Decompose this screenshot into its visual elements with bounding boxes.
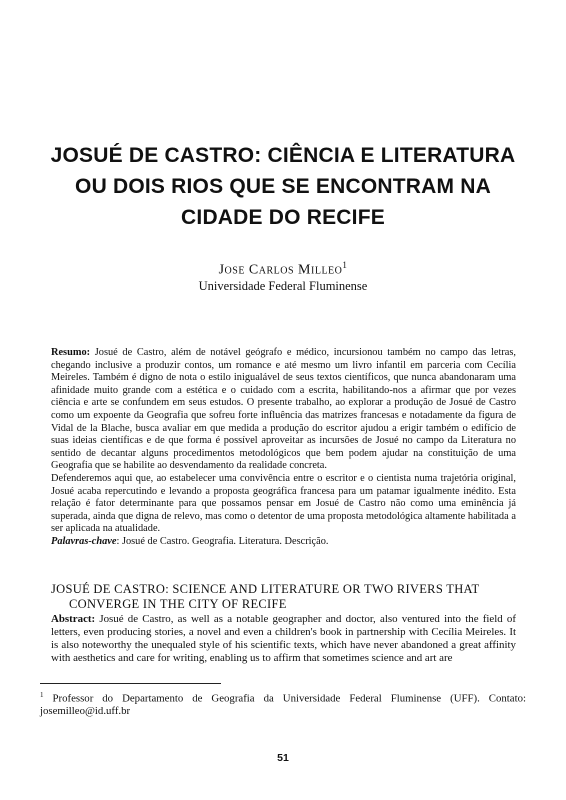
article-title: [40, 140, 526, 233]
english-title-line-1: JOSUÉ DE CASTRO: SCIENCE AND LITERATURE OR TWO RIVERS THAT: [51, 582, 480, 596]
keywords-label: Palavras-chave: [51, 535, 117, 547]
abstract-label: Abstract:: [51, 613, 96, 625]
keywords-line: [51, 536, 516, 549]
author-name: Jose Carlos Milleo: [218, 262, 343, 278]
resumo-text-1: Josué de Castro, além de notável geógrafo e médico, incursionou também no campo das letras, chegando inclusive a produzir contos, um romance e até mesmo um livro infantil em parceria com Cecília Meireles. Também é digno de nota o estilo inigualável de seus textos científicos, que nunca abandonaram uma afinidade muito grande com a estética e o cuidado com a escrita, habilitando-nos a afirmar que por vezes ciência e arte se confundem em seus estudos. O presente trabalho, ao explorar a produção de Josué de Castro como um expoente da Geografia que sofreu forte influência das matrizes francesas e notadamente da figura de Vidal de la Blache, busca avaliar em que medida a produção do escritor ajudou a erigir também o edifício de suas ideias científicas e de que forma é possível aproveitar as incursões de Josué no campo da Literatura no sentido de decantar alguns procedimentos metodológicos que bem podem ajudar na constituição de uma Geografia que se habilite ao desvendamento da realidade concreta.: [51, 347, 516, 472]
author-footnote-mark: 1: [342, 260, 348, 270]
english-title: [51, 582, 516, 612]
title-line-1: JOSUÉ DE CASTRO: CIÊNCIA E LITERATURA: [50, 144, 516, 167]
footnote: [40, 689, 526, 718]
footnote-mark: 1: [40, 691, 44, 699]
resumo-paragraph-1: [51, 347, 516, 473]
resumo-paragraph-2: Defenderemos aqui que, ao estabelecer uma convivência entre o escritor e o cientista numa trajetória original, Josué acaba repercutindo e levando a proposta geográfica francesa para um patamar igualmente inédito. Esta relação é fator determinante para que possamos pensar em Josué de Castro não como uma eminência já superada, ainda que digna de relevo, mas como o detentor de uma proposta metodológica altamente habilitada a ser aplicada na atualidade.: [51, 472, 516, 535]
footnote-text: Professor do Departamento de Geografia da Universidade Federal Fluminense (UFF). Contato: josemilleo@id.uff.br: [40, 692, 526, 718]
english-title-line-2: CONVERGE IN THE CITY OF RECIFE: [69, 597, 287, 611]
resumo-label: Resumo:: [51, 347, 91, 358]
english-abstract: [51, 613, 516, 665]
page-number: 51: [277, 752, 289, 764]
abstract-text: Josué de Castro, as well as a notable geographer and doctor, also ventured into the field of letters, even producing stories, a novel and even a children's book in partnership with Cecília Meireles. It is also noteworthy the unequaled style of his scientific texts, which have never abandoned a great affinity with aesthetics and care for writing, enabling us to affirm that sometimes science and art are: [51, 613, 516, 664]
resumo-block: [51, 347, 516, 549]
author-affiliation: Universidade Federal Fluminense: [198, 279, 368, 293]
title-line-2: OU DOIS RIOS QUE SE ENCONTRAM NA: [75, 175, 491, 198]
title-line-3: CIDADE DO RECIFE: [181, 206, 385, 229]
keywords-text: : Josué de Castro. Geografia. Literatura. Descrição.: [116, 535, 329, 547]
footnote-divider: [40, 683, 221, 684]
author-line: [40, 260, 526, 279]
